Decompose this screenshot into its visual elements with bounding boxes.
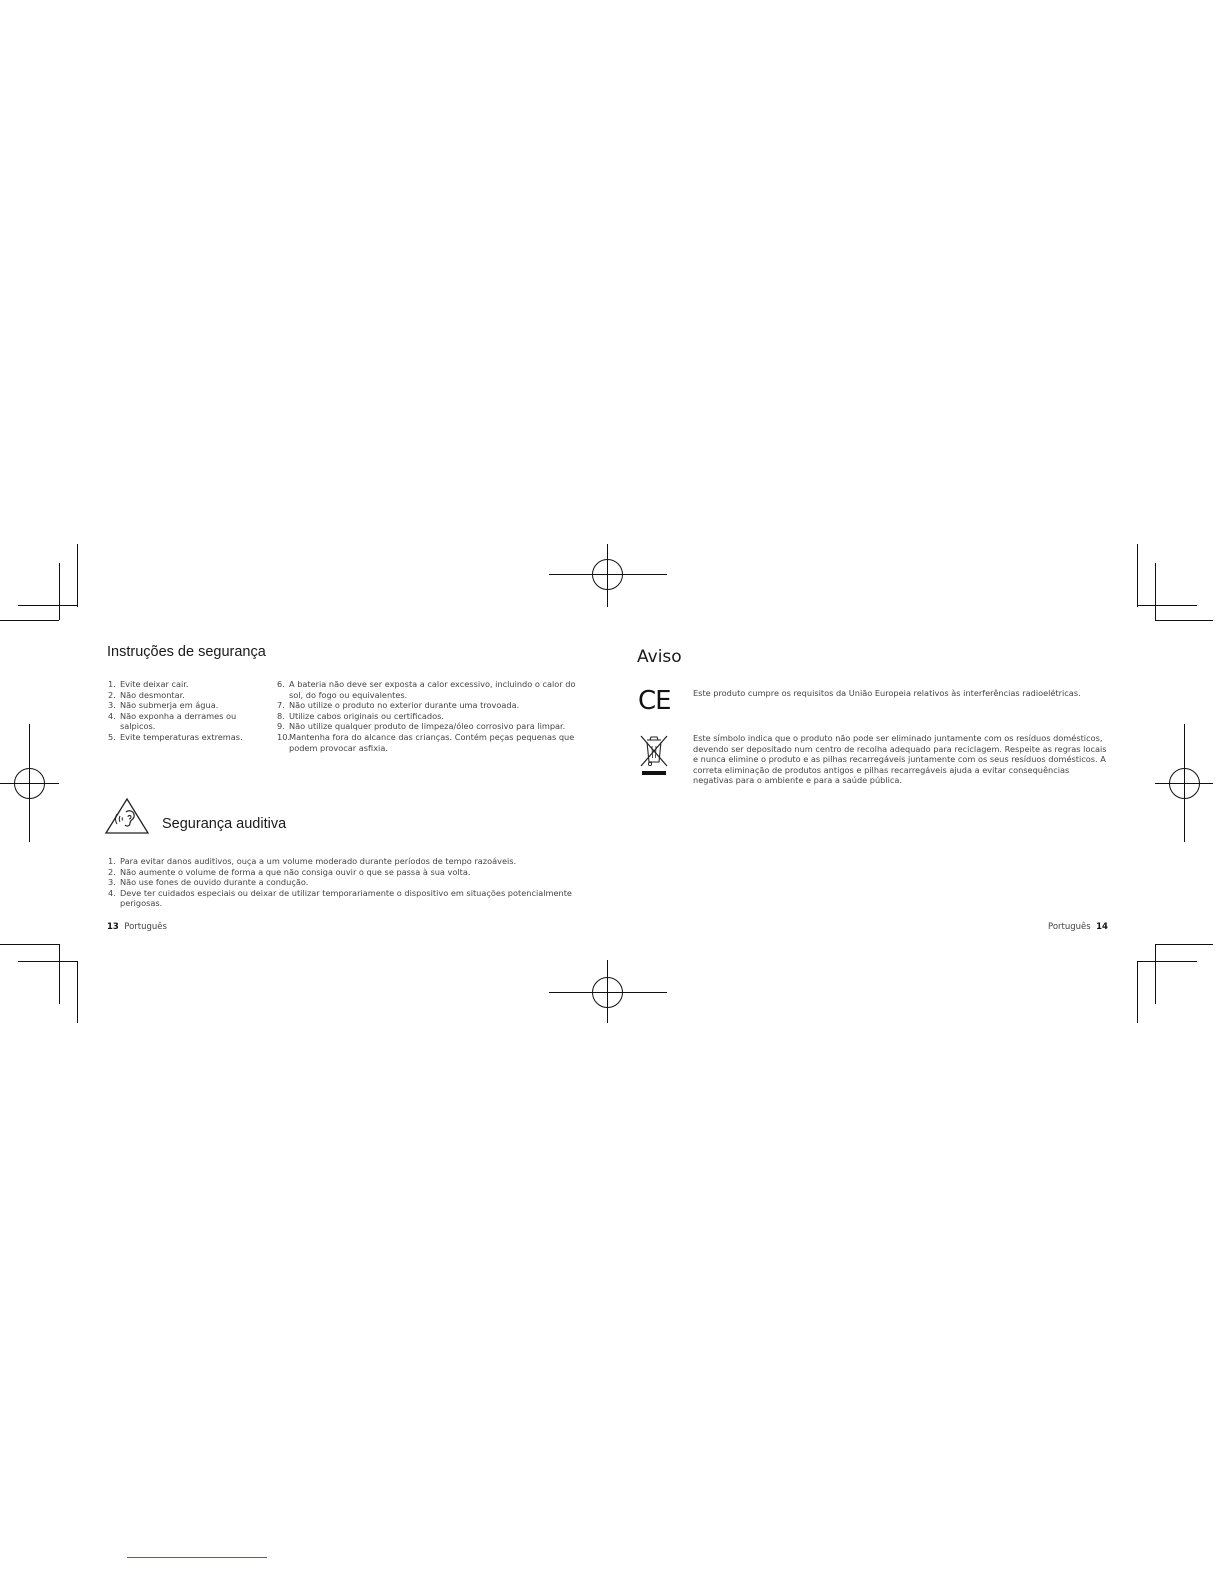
footer-language: Português	[1048, 922, 1091, 932]
link-underline	[127, 1557, 267, 1558]
list-item: 10. Mantenha fora do alcance das crianças. Contém peças pequenas que podem provocar asfixia.	[277, 731, 575, 753]
safety-list-col1	[108, 679, 258, 743]
notice-title: Aviso	[637, 647, 682, 667]
list-item: 4. Deve ter cuidados especiais ou deixar de utilizar temporariamente o dispositivo em situações potencialmente perigosas.	[108, 887, 572, 909]
ce-text: Este produto cumpre os requisitos da União Europeia relativos às interferências radioelétricas.	[693, 688, 1081, 698]
footer-language: Português	[124, 922, 167, 932]
hearing-title: Segurança auditiva	[162, 816, 287, 832]
list-item: 9. Não utilize qualquer produto de limpeza/óleo corrosivo para limpar.	[277, 721, 566, 732]
right-page-footer	[1048, 922, 1108, 932]
ce-mark: CE	[638, 686, 671, 716]
page-number: 14	[1096, 922, 1108, 932]
list-item: 2. Não aumente o volume de forma a que não consiga ouvir o que se passa à sua volta.	[108, 866, 471, 877]
left-page-footer	[107, 922, 167, 932]
safety-title: Instruções de segurança	[107, 644, 266, 660]
list-item: 8. Utilize cabos originais ou certificados.	[277, 710, 444, 721]
weee-text: Este símbolo indica que o produto não pode ser eliminado juntamente com os resíduos domésticos, devendo ser depositado num centro de recolha adequado para reciclagem. Respeite as regras locais e nunca elimine o produto e as pilhas recarregáveis juntamente com os seus resíduos domésticos. A correta eliminação de produtos antigos e pilhas recarregáveis ajuda a evitar consequências negativas para o ambiente e para a saúde pública.	[693, 733, 1107, 786]
list-item: 3. Não use fones de ouvido durante a condução.	[108, 877, 309, 888]
list-item: 1. Para evitar danos auditivos, ouça a um volume moderado durante períodos de tempo razoáveis.	[108, 856, 517, 866]
list-item: 2. Não desmontar.	[108, 689, 185, 700]
list-item: 6. A bateria não deve ser exposta a calor excessivo, incluindo o calor do sol, do fogo ou equivalentes.	[277, 679, 576, 700]
list-item: 5. Evite temperaturas extremas.	[108, 731, 243, 742]
hearing-warning-icon	[104, 797, 150, 835]
list-item: 3. Não submerja em água.	[108, 700, 219, 711]
list-item: 7. Não utilize o produto no exterior durante uma trovoada.	[277, 700, 520, 711]
page-number: 13	[107, 922, 119, 932]
hearing-list	[108, 856, 583, 909]
list-item: 4. Não exponha a derrames ou salpicos.	[108, 710, 237, 732]
crossed-bin-icon	[639, 733, 669, 778]
safety-list-col2	[277, 679, 577, 753]
list-item: 1. Evite deixar cair.	[108, 679, 189, 689]
